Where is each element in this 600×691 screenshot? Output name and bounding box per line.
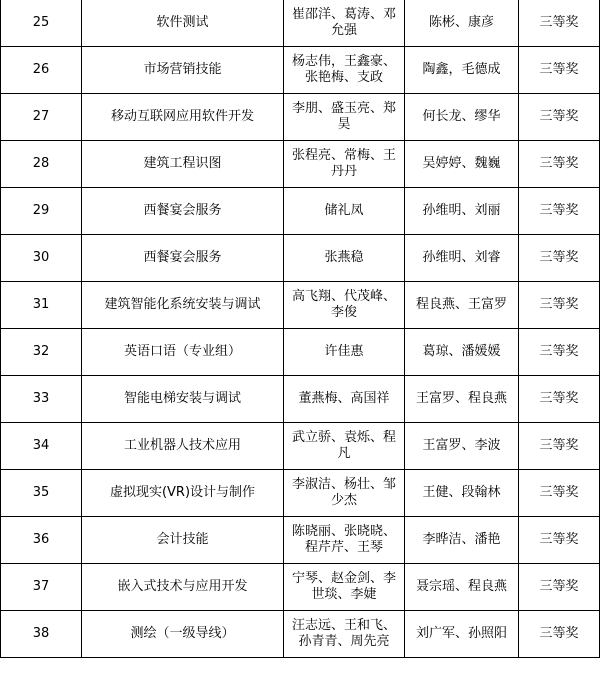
teachers-cell bbox=[405, 282, 519, 329]
award-cell bbox=[519, 564, 600, 611]
project-name-cell-text: 智能电梯安装与调试 bbox=[123, 391, 241, 406]
row-number-cell-text: 35 bbox=[32, 485, 50, 500]
teachers-cell bbox=[405, 517, 519, 564]
project-name-cell bbox=[82, 188, 284, 235]
awards-table-body bbox=[1, 0, 600, 658]
row-number-cell-text: 29 bbox=[32, 203, 50, 218]
teachers-cell bbox=[405, 611, 519, 658]
project-name-cell bbox=[82, 376, 284, 423]
teachers-cell bbox=[405, 0, 519, 47]
table-row bbox=[1, 188, 600, 235]
project-name-cell-text: 嵌入式技术与应用开发 bbox=[117, 579, 248, 594]
students-cell-text: 杨志伟，王鑫豪、张艳梅、支政 bbox=[291, 54, 396, 85]
award-cell-text: 三等奖 bbox=[539, 156, 579, 171]
project-name-cell bbox=[82, 423, 284, 470]
project-name-cell bbox=[82, 329, 284, 376]
students-cell bbox=[284, 329, 405, 376]
row-number-cell bbox=[1, 282, 82, 329]
students-cell bbox=[284, 423, 405, 470]
project-name-cell-text: 建筑工程识图 bbox=[143, 156, 222, 171]
teachers-cell bbox=[405, 235, 519, 282]
table-row bbox=[1, 517, 600, 564]
award-cell bbox=[519, 282, 600, 329]
row-number-cell bbox=[1, 47, 82, 94]
row-number-cell bbox=[1, 141, 82, 188]
students-cell-text: 高飞翔、代茂峰、李俊 bbox=[291, 289, 396, 320]
students-cell bbox=[284, 94, 405, 141]
students-cell-text: 董燕梅、高国祥 bbox=[298, 391, 390, 406]
teachers-cell-text: 王富罗、程良燕 bbox=[415, 391, 507, 406]
teachers-cell bbox=[405, 94, 519, 141]
students-cell bbox=[284, 235, 405, 282]
row-number-cell-text: 26 bbox=[32, 62, 50, 77]
teachers-cell-text: 李晔洁、潘艳 bbox=[422, 532, 501, 547]
project-name-cell bbox=[82, 235, 284, 282]
row-number-cell-text: 33 bbox=[32, 391, 50, 406]
students-cell-text: 李淑洁、杨壮、邹少杰 bbox=[291, 477, 396, 508]
award-cell bbox=[519, 188, 600, 235]
project-name-cell-text: 市场营销技能 bbox=[143, 62, 222, 77]
teachers-cell-text: 何长龙、缪华 bbox=[422, 109, 501, 124]
students-cell-text: 张程亮、常梅、王丹丹 bbox=[291, 148, 396, 179]
teachers-cell-text: 葛琼、潘媛媛 bbox=[422, 344, 501, 359]
row-number-cell bbox=[1, 376, 82, 423]
project-name-cell-text: 软件测试 bbox=[156, 15, 209, 30]
project-name-cell-text: 建筑智能化系统安装与调试 bbox=[104, 297, 261, 312]
row-number-cell bbox=[1, 0, 82, 47]
teachers-cell bbox=[405, 564, 519, 611]
award-cell bbox=[519, 0, 600, 47]
award-cell bbox=[519, 423, 600, 470]
teachers-cell bbox=[405, 423, 519, 470]
row-number-cell-text: 27 bbox=[32, 109, 50, 124]
students-cell-text: 李朋、盛玉亮、郑昊 bbox=[291, 101, 396, 132]
award-cell bbox=[519, 329, 600, 376]
table-row bbox=[1, 47, 600, 94]
project-name-cell bbox=[82, 517, 284, 564]
project-name-cell-text: 测绘（一级导线） bbox=[130, 626, 235, 641]
row-number-cell bbox=[1, 94, 82, 141]
award-cell-text: 三等奖 bbox=[539, 203, 579, 218]
award-cell bbox=[519, 376, 600, 423]
row-number-cell-text: 28 bbox=[32, 156, 50, 171]
teachers-cell-text: 孙维明、刘丽 bbox=[422, 203, 501, 218]
row-number-cell bbox=[1, 517, 82, 564]
award-cell-text: 三等奖 bbox=[539, 391, 579, 406]
teachers-cell-text: 陶鑫，毛德成 bbox=[422, 62, 501, 77]
project-name-cell-text: 西餐宴会服务 bbox=[143, 203, 222, 218]
table-row bbox=[1, 564, 600, 611]
row-number-cell-text: 37 bbox=[32, 579, 50, 594]
project-name-cell bbox=[82, 282, 284, 329]
award-cell-text: 三等奖 bbox=[539, 109, 579, 124]
row-number-cell-text: 31 bbox=[32, 297, 50, 312]
award-cell bbox=[519, 141, 600, 188]
project-name-cell-text: 工业机器人技术应用 bbox=[123, 438, 241, 453]
students-cell bbox=[284, 564, 405, 611]
award-cell-text: 三等奖 bbox=[539, 532, 579, 547]
project-name-cell bbox=[82, 564, 284, 611]
teachers-cell bbox=[405, 329, 519, 376]
students-cell-text: 储礼凤 bbox=[324, 203, 364, 218]
table-row bbox=[1, 376, 600, 423]
award-cell bbox=[519, 517, 600, 564]
table-row bbox=[1, 282, 600, 329]
teachers-cell-text: 刘广军、孙照阳 bbox=[415, 626, 507, 641]
award-cell bbox=[519, 235, 600, 282]
students-cell-text: 武立骄、袁烁、程凡 bbox=[291, 430, 396, 461]
table-row bbox=[1, 235, 600, 282]
award-cell bbox=[519, 470, 600, 517]
students-cell bbox=[284, 611, 405, 658]
project-name-cell bbox=[82, 141, 284, 188]
teachers-cell-text: 吴婷婷、魏巍 bbox=[422, 156, 501, 171]
students-cell bbox=[284, 0, 405, 47]
row-number-cell-text: 30 bbox=[32, 250, 50, 265]
row-number-cell bbox=[1, 329, 82, 376]
teachers-cell bbox=[405, 470, 519, 517]
teachers-cell-text: 陈彬、康彦 bbox=[428, 15, 494, 30]
teachers-cell bbox=[405, 376, 519, 423]
award-cell-text: 三等奖 bbox=[539, 579, 579, 594]
table-row bbox=[1, 611, 600, 658]
award-cell bbox=[519, 94, 600, 141]
table-row bbox=[1, 423, 600, 470]
teachers-cell bbox=[405, 47, 519, 94]
award-cell-text: 三等奖 bbox=[539, 485, 579, 500]
students-cell-text: 崔邵洋、葛涛、邓允强 bbox=[291, 7, 396, 38]
row-number-cell-text: 34 bbox=[32, 438, 50, 453]
students-cell-text: 宁琴、赵金剑、李世琰、李婕 bbox=[291, 571, 396, 602]
students-cell-text: 陈晓丽、张晓晓、程芹芹、王琴 bbox=[291, 524, 396, 555]
award-cell-text: 三等奖 bbox=[539, 626, 579, 641]
students-cell-text: 汪志远、王和飞、孙青青、周先亮 bbox=[291, 618, 396, 649]
project-name-cell-text: 西餐宴会服务 bbox=[143, 250, 222, 265]
students-cell-text: 张燕稳 bbox=[324, 250, 364, 265]
teachers-cell-text: 聂宗瑶、程良燕 bbox=[415, 579, 507, 594]
award-cell bbox=[519, 611, 600, 658]
row-number-cell bbox=[1, 235, 82, 282]
row-number-cell bbox=[1, 188, 82, 235]
row-number-cell bbox=[1, 423, 82, 470]
project-name-cell-text: 英语口语（专业组） bbox=[123, 344, 241, 359]
students-cell bbox=[284, 282, 405, 329]
award-cell bbox=[519, 47, 600, 94]
row-number-cell bbox=[1, 611, 82, 658]
students-cell bbox=[284, 376, 405, 423]
award-cell-text: 三等奖 bbox=[539, 344, 579, 359]
table-row bbox=[1, 141, 600, 188]
students-cell bbox=[284, 517, 405, 564]
teachers-cell-text: 程良燕、王富罗 bbox=[415, 297, 507, 312]
table-row bbox=[1, 94, 600, 141]
project-name-cell bbox=[82, 0, 284, 47]
students-cell bbox=[284, 470, 405, 517]
award-cell-text: 三等奖 bbox=[539, 250, 579, 265]
award-cell-text: 三等奖 bbox=[539, 15, 579, 30]
award-cell-text: 三等奖 bbox=[539, 297, 579, 312]
project-name-cell-text: 移动互联网应用软件开发 bbox=[110, 109, 254, 124]
students-cell-text: 许佳惠 bbox=[324, 344, 364, 359]
project-name-cell-text: 会计技能 bbox=[156, 532, 209, 547]
row-number-cell-text: 36 bbox=[32, 532, 50, 547]
teachers-cell-text: 孙维明、刘睿 bbox=[422, 250, 501, 265]
row-number-cell-text: 32 bbox=[32, 344, 50, 359]
project-name-cell bbox=[82, 47, 284, 94]
table-row bbox=[1, 329, 600, 376]
award-cell-text: 三等奖 bbox=[539, 438, 579, 453]
table-row bbox=[1, 470, 600, 517]
project-name-cell bbox=[82, 611, 284, 658]
row-number-cell bbox=[1, 470, 82, 517]
project-name-cell-text: 虚拟现实(VR)设计与制作 bbox=[109, 485, 256, 500]
students-cell bbox=[284, 47, 405, 94]
row-number-cell-text: 38 bbox=[32, 626, 50, 641]
teachers-cell-text: 王富罗、李波 bbox=[422, 438, 501, 453]
teachers-cell bbox=[405, 188, 519, 235]
award-cell-text: 三等奖 bbox=[539, 62, 579, 77]
row-number-cell bbox=[1, 564, 82, 611]
teachers-cell-text: 王健、段翰林 bbox=[422, 485, 501, 500]
teachers-cell bbox=[405, 141, 519, 188]
students-cell bbox=[284, 188, 405, 235]
project-name-cell bbox=[82, 470, 284, 517]
project-name-cell bbox=[82, 94, 284, 141]
table-row bbox=[1, 0, 600, 47]
students-cell bbox=[284, 141, 405, 188]
row-number-cell-text: 25 bbox=[32, 15, 50, 30]
